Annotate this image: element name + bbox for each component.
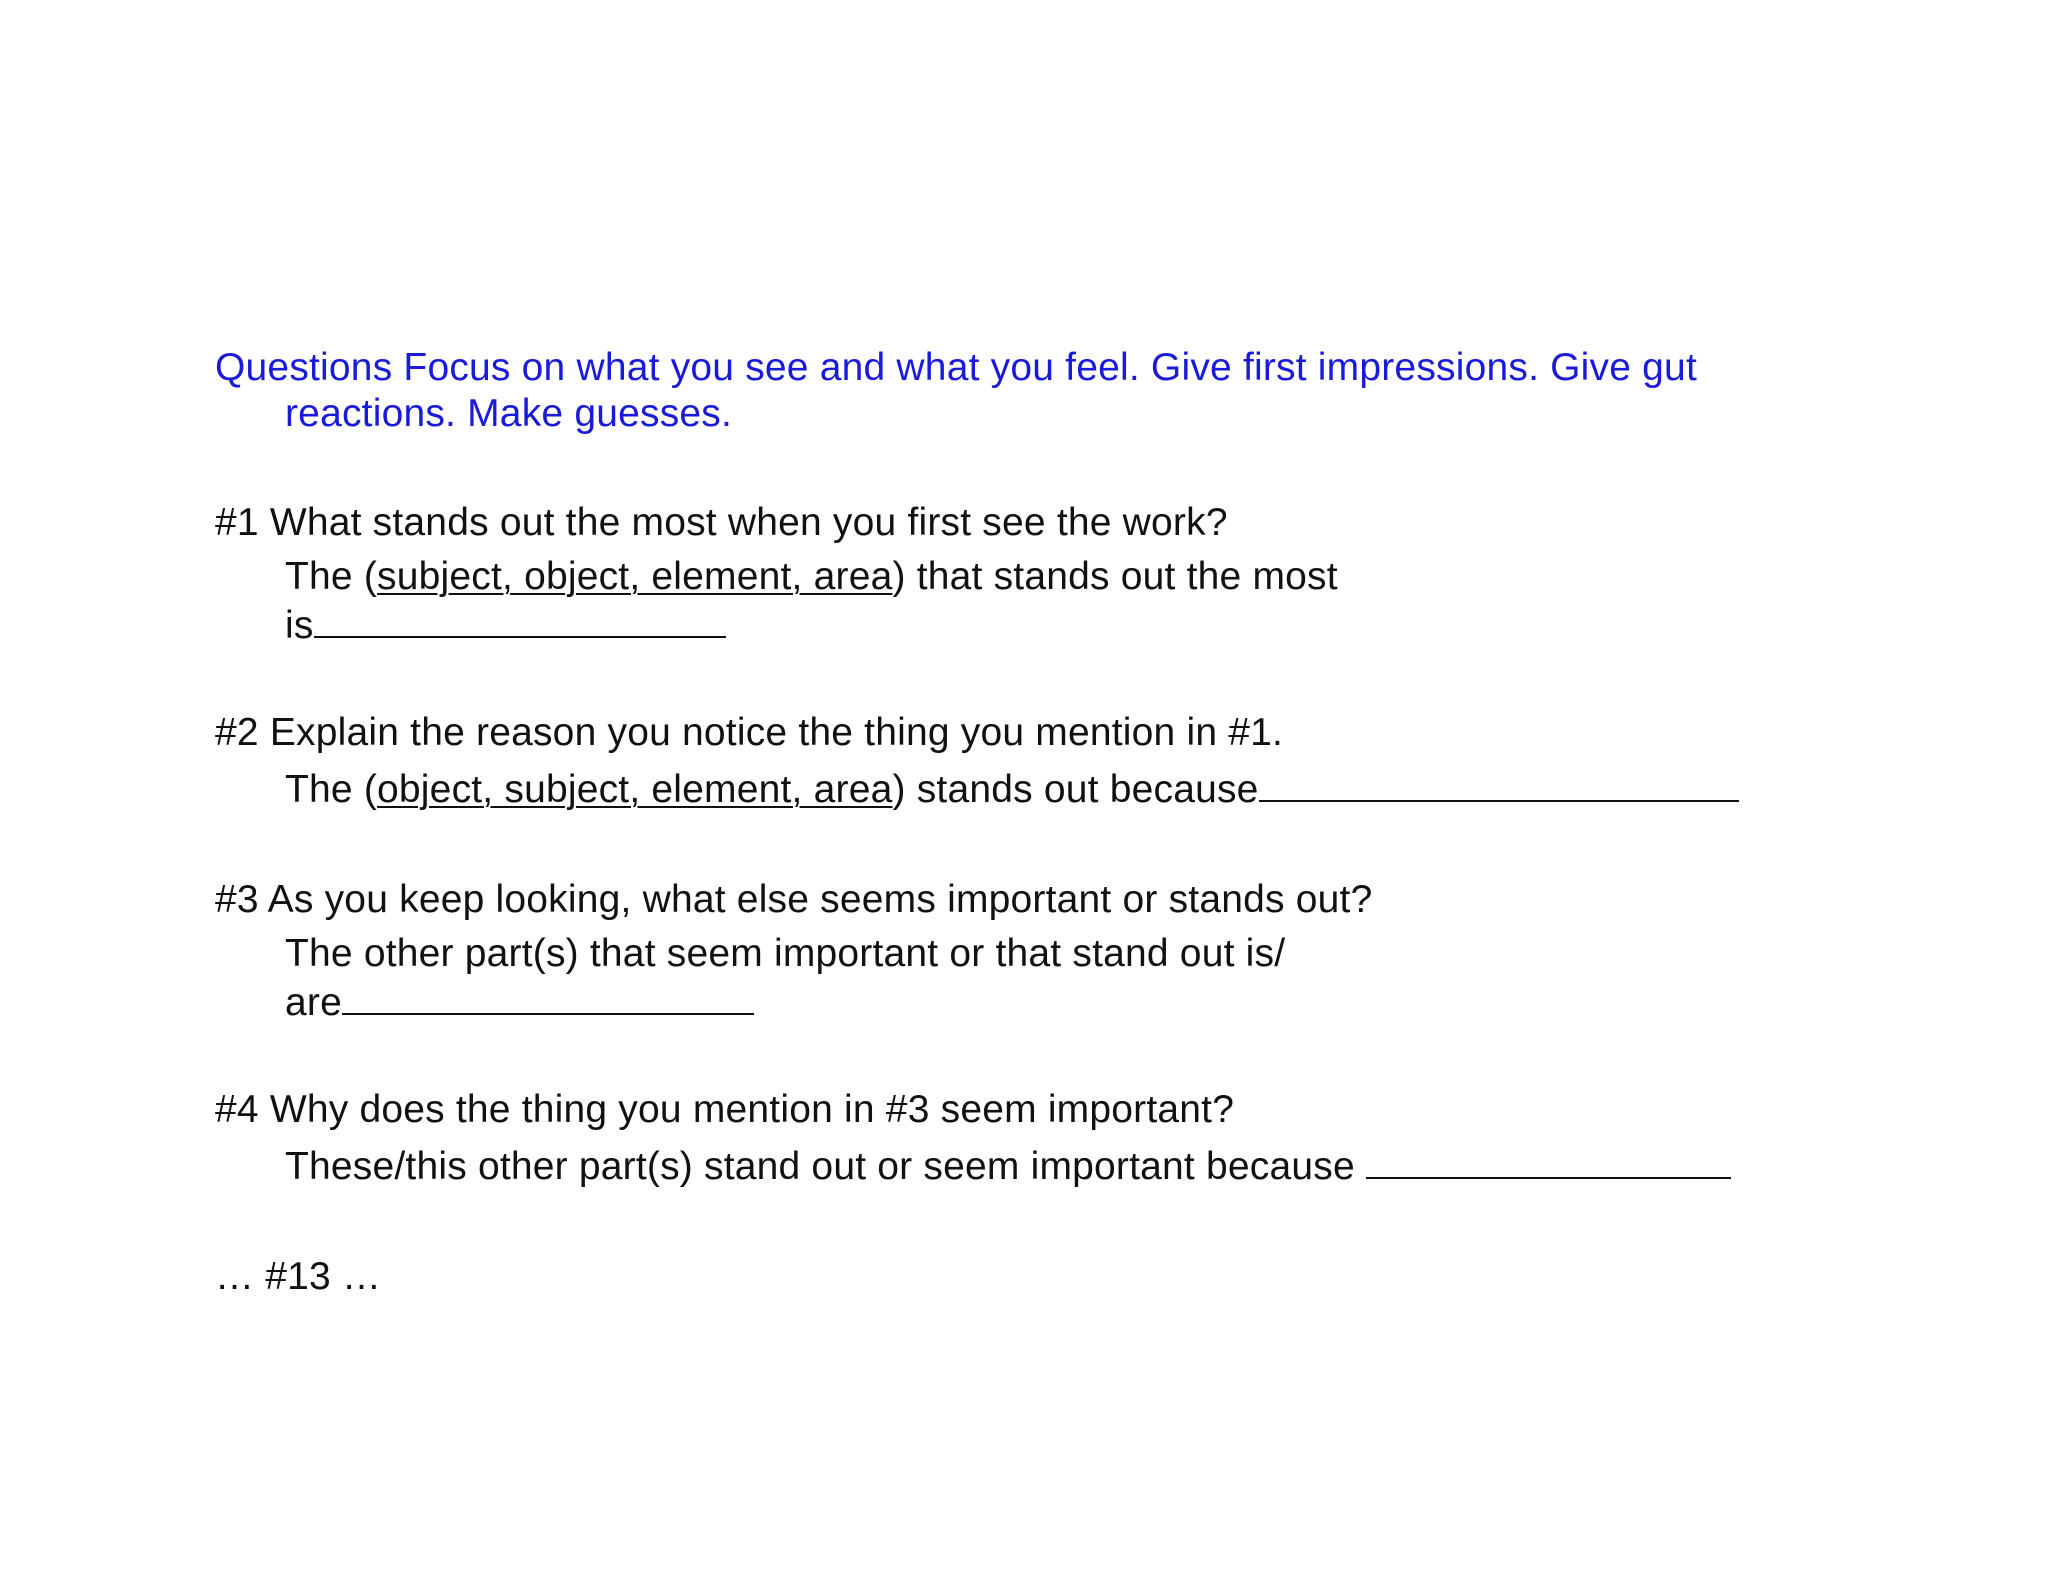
answer-prefix: The ( <box>285 555 378 598</box>
answer-blank[interactable] <box>314 600 726 638</box>
answer-prefix: The ( <box>285 768 378 811</box>
instructions-line-1: Questions Focus on what you see and what you feel. Give first impressions. Give gut <box>215 346 1697 389</box>
answer-blank[interactable] <box>1366 1141 1731 1179</box>
answer-options-underlined: object, subject, element, area <box>377 768 893 811</box>
question-3-answer-line-1: The other part(s) that seem important or that stand out is/ <box>285 932 1286 975</box>
continuation-text: … #13 … <box>215 1255 382 1298</box>
answer-lead: These/this other part(s) stand out or seem important because <box>285 1145 1366 1188</box>
question-4 <box>215 1087 1855 1190</box>
answer-middle: ) that stands out the most <box>892 555 1338 598</box>
question-4-text: #4 Why does the thing you mention in #3 seem important? <box>215 1088 1235 1131</box>
question-3 <box>215 877 1855 1026</box>
answer-lead: are <box>285 981 342 1024</box>
question-2-answer-line-1 <box>215 764 1855 813</box>
instructions <box>215 345 1855 437</box>
question-3-text: #3 As you keep looking, what else seems important or stands out? <box>215 878 1373 921</box>
continuation-marker <box>215 1254 1855 1300</box>
question-2 <box>215 710 1855 813</box>
question-4-answer-line-1 <box>215 1141 1855 1190</box>
question-2-text: #2 Explain the reason you notice the thing you mention in #1. <box>215 711 1284 754</box>
question-1 <box>215 500 1855 649</box>
answer-blank[interactable] <box>342 977 754 1015</box>
answer-lead: is <box>285 604 314 647</box>
question-1-answer-line-2 <box>215 600 1855 649</box>
answer-middle: ) stands out because <box>892 768 1259 811</box>
answer-options-underlined: subject, object, element, area <box>377 555 893 598</box>
answer-blank[interactable] <box>1259 764 1739 802</box>
question-3-answer-line-2 <box>215 977 1855 1026</box>
question-1-text: #1 What stands out the most when you first see the work? <box>215 501 1228 544</box>
question-1-answer-line-1 <box>215 554 1855 600</box>
instructions-line-2: reactions. Make guesses. <box>285 392 733 435</box>
